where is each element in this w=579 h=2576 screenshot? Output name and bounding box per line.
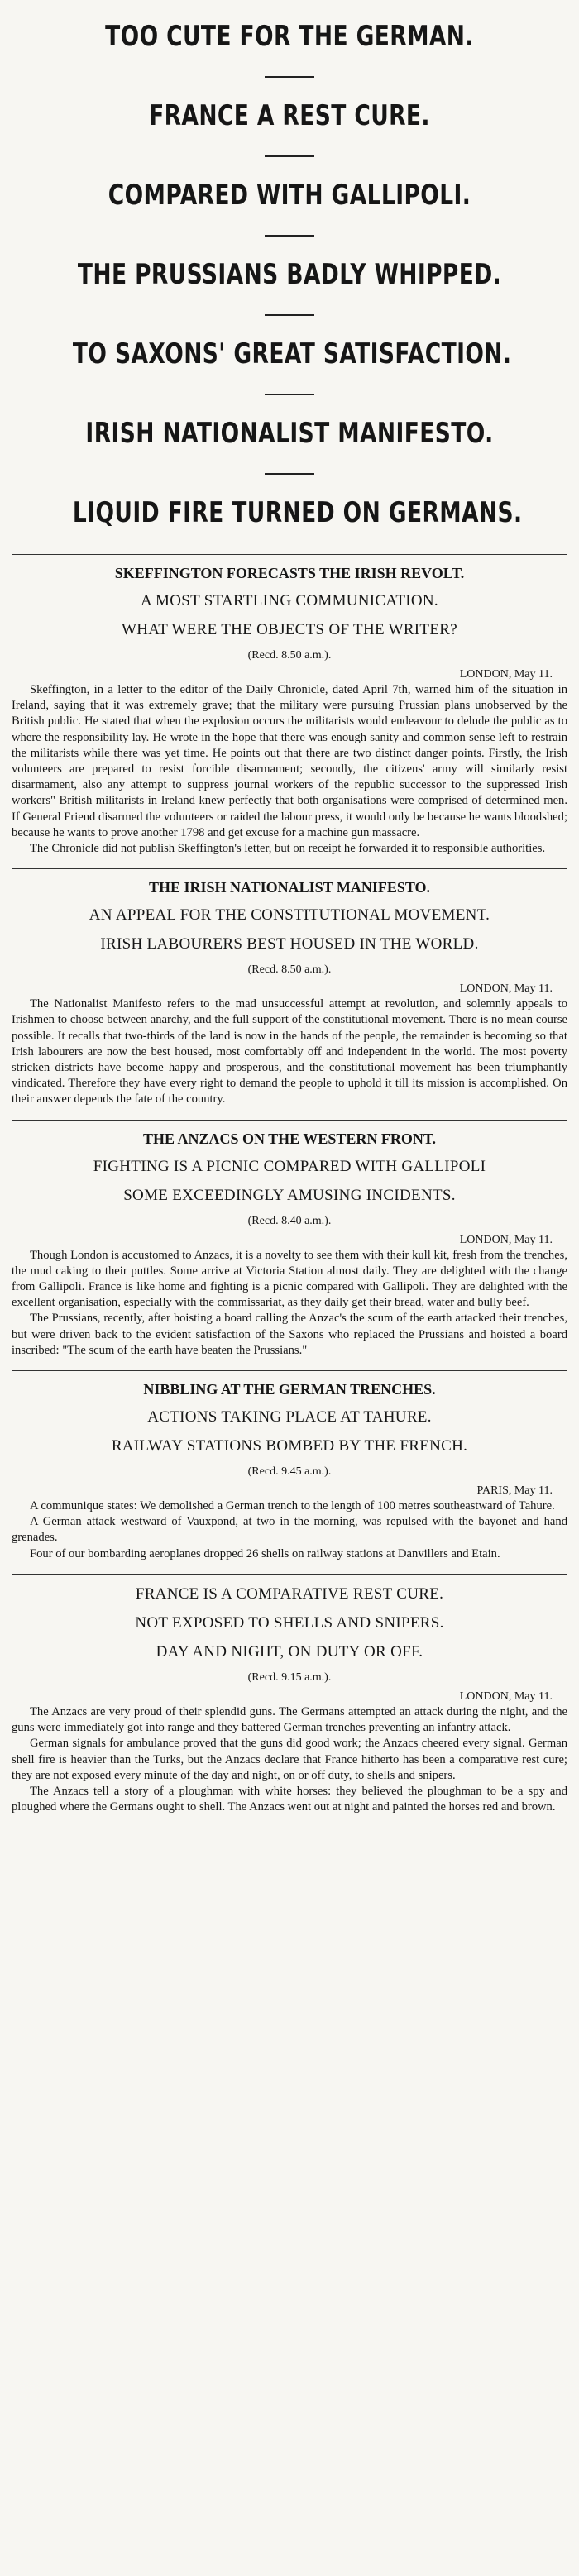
- article-subhead: RAILWAY STATIONS BOMBED BY THE FRENCH.: [111, 1437, 468, 1455]
- headline-1: TOO CUTE FOR THE GERMAN.: [105, 20, 474, 53]
- section-rule: [12, 1120, 567, 1121]
- section-rule: [12, 868, 567, 869]
- divider: [265, 235, 314, 237]
- headline-4: THE PRUSSIANS BADLY WHIPPED.: [77, 258, 502, 291]
- article-subhead: WHAT WERE THE OBJECTS OF THE WRITER?: [122, 621, 457, 638]
- article-paragraph: Though London is accustomed to Anzacs, it is a novelty to see them with their kull kit, fresh from the trenches, the mud caking to their puttles. Some arrive at Victoria Station almost daily. They are delighted with the change from Gallipoli. France is like home and fighting is a picnic compared with Gallipoli. They are delighted with the excellent organisation, especially with the commissariat, as they daily get their bread, water and bully beef.: [12, 1248, 567, 1310]
- divider: [265, 394, 314, 395]
- headline-stack: [12, 0, 567, 529]
- article-subhead: DAY AND NIGHT, ON DUTY OR OFF.: [156, 1642, 423, 1661]
- article-title: THE IRISH NATIONALIST MANIFESTO.: [148, 879, 431, 896]
- article-paragraph: Four of our bombarding aeroplanes dropped 26 shells on railway stations at Danvillers and Etain.: [30, 1546, 500, 1560]
- article-paragraph: The Prussians, recently, after hoisting a board calling the Anzac's the scum of the earth attacked their trenches, but were driven back to the evident satisfaction of the Saxons who replaced the Prussians and hoisted a board inscribed: "The scum of the earth have beaten the Prussians.": [12, 1312, 567, 1357]
- article-title: NIBBLING AT THE GERMAN TRENCHES.: [143, 1381, 436, 1398]
- divider: [265, 155, 314, 157]
- dateline: LONDON, May 11.: [459, 668, 553, 681]
- received-time: (Recd. 9.15 a.m.).: [247, 1670, 332, 1684]
- article-anzacs-western-front: [12, 1129, 567, 1359]
- divider: [265, 473, 314, 475]
- divider: [265, 314, 314, 316]
- article-paragraph: The Chronicle did not publish Skeffington's letter, but on receipt he forwarded it to responsible authorities.: [30, 842, 546, 856]
- article-subhead: A MOST STARTLING COMMUNICATION.: [141, 592, 438, 609]
- received-time: (Recd. 8.50 a.m.).: [247, 649, 332, 662]
- article-rest-cure: [12, 1583, 567, 1815]
- article-subhead: NOT EXPOSED TO SHELLS AND SNIPERS.: [135, 1613, 444, 1632]
- received-time: (Recd. 8.40 a.m.).: [247, 1214, 332, 1227]
- dateline: LONDON, May 11.: [459, 1689, 553, 1703]
- headline-7: LIQUID FIRE TURNED ON GERMANS.: [72, 496, 523, 529]
- article-paragraph: A communique states: We demolished a German trench to the length of 100 metres southeastward of Tahure.: [30, 1499, 555, 1513]
- article-subhead: FIGHTING IS A PICNIC COMPARED WITH GALLIPOLI: [93, 1157, 486, 1175]
- article-paragraph: Skeffington, in a letter to the editor of the Daily Chronicle, dated April 7th, warned him of the situation in Ireland, saying that it was extremely grave; that the military were pursuing Prussian plans unobserved by the British public. He stated that when the explosion occurs the militarists would endeavour to delude the public as to where the responsibility lay. He wrote in the hope that there was enough sanity and common sense left to restrain the militarists while there was yet time. He points out that there are two distinct danger points. Firstly, the Irish volunteers are prepared to resist forcible disarmament; secondly, the citizens' army will similarly resist disarmament, also any attempt to suppress journal workers of the republic successor to the suppressed Irish workers" British militarists in Ireland knew perfectly that both organisations were comprised of determined men. If General Friend disarmed the volunteers or raided the labour press, it would only be because he wants bloodshed; because he wants to prove another 1798 and get excuse for a machine gun massacre.: [12, 683, 567, 839]
- article-nationalist-manifesto: [12, 877, 567, 1107]
- article-german-trenches: [12, 1379, 567, 1562]
- headline-2: FRANCE A REST CURE.: [149, 99, 430, 132]
- section-rule: [12, 554, 567, 555]
- received-time: (Recd. 9.45 a.m.).: [247, 1465, 332, 1479]
- divider: [265, 76, 314, 78]
- dateline: LONDON, May 11.: [459, 1233, 553, 1246]
- headline-3: COMPARED WITH GALLIPOLI.: [108, 179, 471, 212]
- article-paragraph: The Nationalist Manifesto refers to the mad unsuccessful attempt at revolution, and solemnly appeals to Irishmen to choose between anarchy, and the full support of the constitutional movement. There is no mean course possible. It recalls that two-thirds of the land is now in the hands of the people, the remainder is becoming so that Irish labourers are now the best housed, most comfortably off and independent in the world. The most poverty stricken districts have become happy and prosperous, and the constitutional movement has been triumphantly vindicated. Therefore they have every right to demand the people to uphold it till its mission is accomplished. On their answer depends the fate of the country.: [12, 997, 567, 1106]
- received-time: (Recd. 8.50 a.m.).: [247, 963, 332, 977]
- article-subhead: SOME EXCEEDINGLY AMUSING INCIDENTS.: [123, 1186, 456, 1204]
- article-title: THE ANZACS ON THE WESTERN FRONT.: [142, 1130, 437, 1147]
- article-subhead: AN APPEAL FOR THE CONSTITUTIONAL MOVEMENT.: [89, 906, 490, 925]
- article-paragraph: German signals for ambulance proved that the guns did good work; the Anzacs cheered every signal. German shell fire is heavier than the Turks, but the Anzacs declare that France hitherto has been a comparative rest cure; they are not exposed every minute of the day and night, on or off duty, to shells and snipers.: [12, 1737, 567, 1782]
- article-skeffington: [12, 563, 567, 857]
- dateline: LONDON, May 11.: [459, 982, 553, 996]
- dateline: PARIS, May 11.: [476, 1484, 553, 1498]
- article-subhead: FRANCE IS A COMPARATIVE REST CURE.: [135, 1584, 444, 1603]
- article-paragraph: The Anzacs tell a story of a ploughman with white horses: they believed the ploughman to be a spy and ploughed where the Germans ought to shell. The Anzacs went out at night and painted the horses red and brown.: [12, 1784, 567, 1814]
- article-title: SKEFFINGTON FORECASTS THE IRISH REVOLT.: [114, 565, 465, 581]
- section-rule: [12, 1370, 567, 1371]
- article-paragraph: The Anzacs are very proud of their splendid guns. The Germans attempted an attack during the night, and the guns were immediately got into range and they battered German trenches preventing an infantry attack.: [12, 1704, 567, 1735]
- article-paragraph: A German attack westward of Vauxpond, at two in the morning, was repulsed with the bayonet and hand grenades.: [12, 1515, 567, 1545]
- headline-5: TO SAXONS' GREAT SATISFACTION.: [72, 337, 512, 370]
- article-subhead: ACTIONS TAKING PLACE AT TAHURE.: [147, 1408, 432, 1427]
- article-subhead: IRISH LABOURERS BEST HOUSED IN THE WORLD.: [100, 935, 479, 953]
- section-rule: [12, 1574, 567, 1575]
- headline-6: IRISH NATIONALIST MANIFESTO.: [85, 417, 494, 450]
